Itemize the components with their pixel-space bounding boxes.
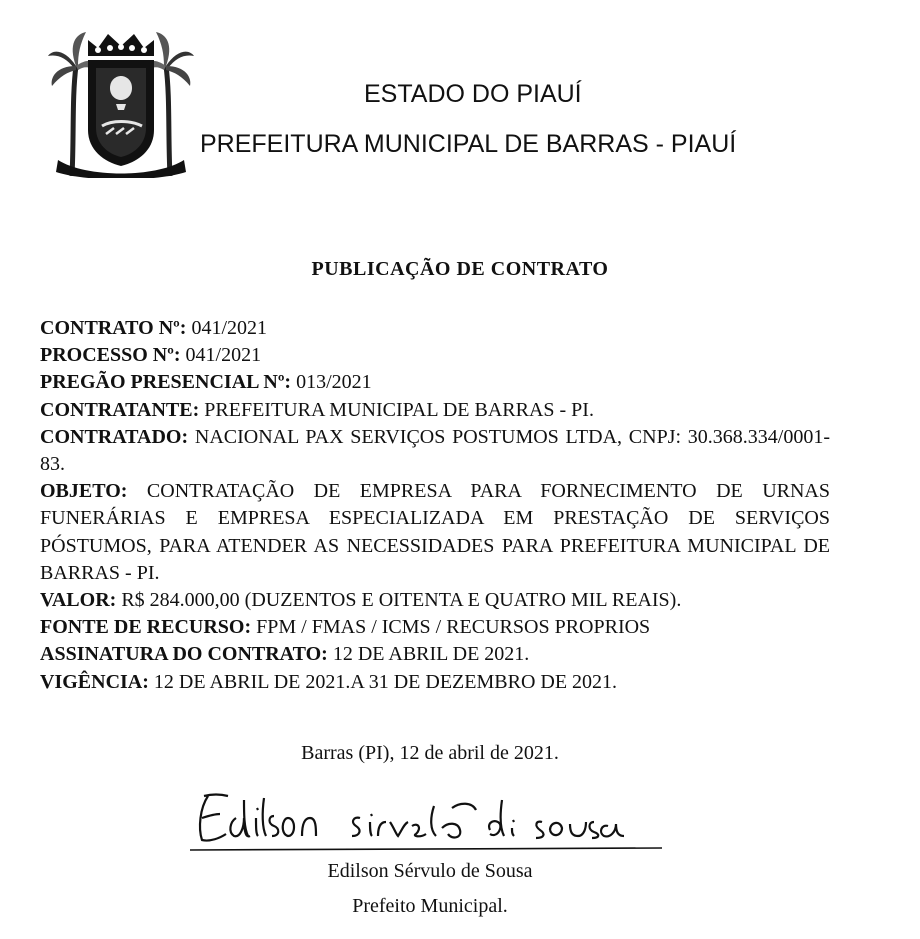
field-label: FONTE DE RECURSO: (40, 616, 252, 639)
signer-role: Prefeito Municipal. (352, 895, 508, 917)
field-contratado (40, 424, 830, 478)
place-and-date: Barras (PI), 12 de abril de 2021. (301, 742, 559, 764)
field-label: OBJETO: (40, 480, 128, 503)
field-label: CONTRATO Nº: (40, 317, 187, 339)
field-label: VIGÊNCIA: (40, 670, 149, 693)
state-name: ESTADO DO PIAUÍ (364, 80, 582, 108)
field-label: VALOR: (40, 589, 117, 612)
field-vigencia (40, 669, 830, 696)
document-header (0, 0, 920, 200)
field-contrato (40, 315, 830, 342)
field-value: FPM / FMAS / ICMS / RECURSOS PROPRIOS (251, 616, 651, 639)
field-value: NACIONAL PAX SERVIÇOS POSTUMOS LTDA, CNPJ: 30.368.334/0001-83. (40, 425, 830, 476)
field-value: R$ 284.000,00 (DUZENTOS E OITENTA E QUATRO MIL REAIS). (116, 589, 682, 612)
field-value: 041/2021 (186, 317, 267, 339)
field-value: 013/2021 (291, 371, 372, 394)
field-label: ASSINATURA DO CONTRATO: (40, 643, 328, 666)
field-value: 041/2021 (180, 344, 262, 367)
field-pregao (40, 369, 830, 396)
municipal-crest-icon (46, 26, 196, 178)
field-assinatura (40, 641, 830, 668)
field-value: 12 DE ABRIL DE 2021. (327, 643, 530, 666)
field-label: PROCESSO Nº: (40, 344, 181, 367)
document-title: PUBLICAÇÃO DE CONTRATO (311, 258, 609, 280)
field-value: CONTRATAÇÃO DE EMPRESA PARA FORNECIMENTO DE URNAS FUNERÁRIAS E EMPRESA ESPECIALIZADA EM PRESTAÇÃO DE SERVIÇOS PÓSTUMOS, PARA ATENDER AS NECESSIDADES PARA PREFEITURA MUNICIPAL DE BARRAS - PI. (40, 480, 830, 584)
field-label: CONTRATANTE: (40, 398, 200, 421)
handwritten-signature (190, 788, 670, 854)
field-label: PREGÃO PRESENCIAL Nº: (40, 371, 292, 394)
field-valor (40, 587, 830, 614)
field-label: CONTRATADO: (40, 425, 189, 448)
field-objeto (40, 478, 830, 587)
field-value: 12 DE ABRIL DE 2021.A 31 DE DEZEMBRO DE 2021. (148, 670, 618, 693)
field-processo (40, 342, 830, 369)
signer-name: Edilson Sérvulo de Sousa (327, 860, 533, 882)
contract-fields (40, 315, 830, 696)
prefecture-name: PREFEITURA MUNICIPAL DE BARRAS - PIAUÍ (200, 130, 737, 158)
field-fonte (40, 614, 830, 641)
field-contratante (40, 397, 830, 424)
field-value: PREFEITURA MUNICIPAL DE BARRAS - PI. (199, 398, 594, 421)
